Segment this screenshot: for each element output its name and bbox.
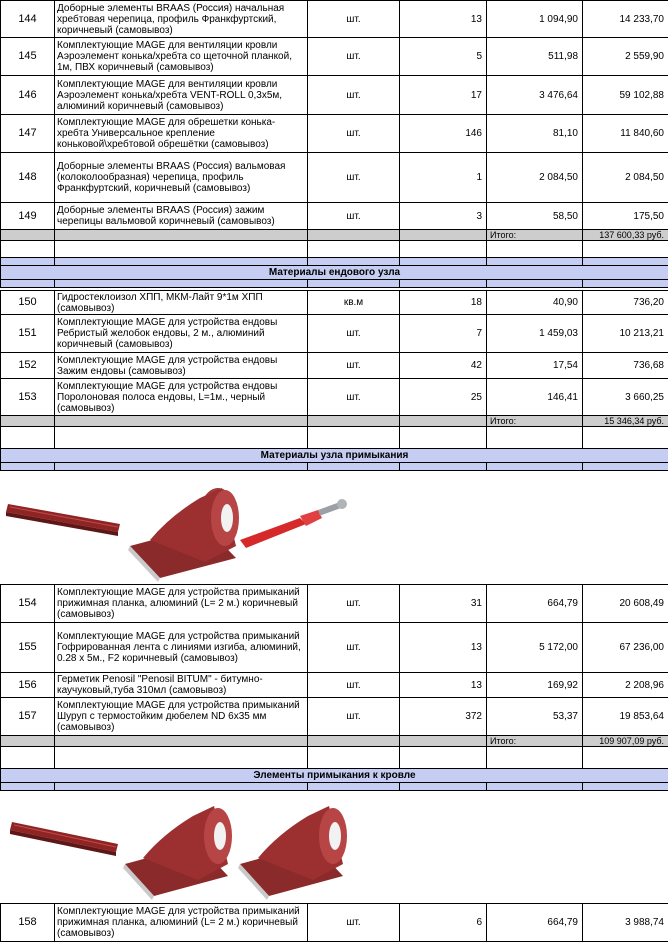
blank-row — [1, 241, 668, 258]
total-label: Итого: — [487, 416, 583, 427]
row-number: 158 — [1, 904, 55, 942]
corrugated-tape-roll-image — [238, 806, 347, 900]
item-name: Комплектующие MAGE для устройства ендовы Ребристый желобок ендовы, 2 м., алюминий коричневый (самовывоз) — [55, 315, 308, 353]
item-unit: шт. — [308, 379, 400, 416]
table-row — [1, 153, 668, 203]
item-price: 169,92 — [487, 673, 583, 698]
section-title: Материалы узла примыкания — [1, 449, 668, 463]
row-number: 144 — [1, 1, 55, 38]
item-sum: 3 660,25 — [583, 379, 668, 416]
item-qty: 7 — [400, 315, 487, 353]
corrugated-tape-roll-image — [128, 488, 239, 582]
item-qty: 3 — [400, 203, 487, 230]
item-name: Комплектующие MAGE для устройства ендовы Зажим ендовы (самовывоз) — [55, 353, 308, 379]
item-name: Комплектующие MAGE для вентиляции кровли Аэроэлемент конька/хребта со щеточной планкой, 1м, ПВХ коричневый (самовывоз) — [55, 38, 308, 76]
section-header — [1, 449, 668, 463]
row-number: 145 — [1, 38, 55, 76]
total-row — [1, 416, 668, 427]
item-name: Комплектующие MAGE для устройства примыканий Шуруп с термостойким дюбелем ND 6х35 мм (самовывоз) — [55, 698, 308, 736]
item-price: 511,98 — [487, 38, 583, 76]
section-header — [1, 769, 668, 783]
row-number: 150 — [1, 291, 55, 315]
item-name: Комплектующие MAGE для вентиляции кровли Аэроэлемент конька/хребта VENT-ROLL 0,3х5м, алюминий коричневый (самовывоз) — [55, 76, 308, 115]
item-unit: шт. — [308, 203, 400, 230]
row-number: 148 — [1, 153, 55, 203]
item-price: 146,41 — [487, 379, 583, 416]
pressure-strip-image — [6, 504, 120, 536]
item-unit: шт. — [308, 673, 400, 698]
row-number: 153 — [1, 379, 55, 416]
item-qty: 13 — [400, 1, 487, 38]
item-price: 664,79 — [487, 904, 583, 942]
row-number: 155 — [1, 623, 55, 673]
table-row — [1, 379, 668, 416]
item-sum: 20 608,49 — [583, 585, 668, 623]
item-sum: 2 559,90 — [583, 38, 668, 76]
item-name: Комплектующие MAGE для устройства примыканий Гофрированная лента с линиями изгиба, алюминий, 0.28 х 5м., F2 коричневый (самовывоз) — [55, 623, 308, 673]
section-title: Элементы примыкания к кровле — [1, 769, 668, 783]
item-qty: 1 — [400, 153, 487, 203]
product-images-adjoining — [0, 476, 668, 584]
estimate-table-block1 — [0, 0, 668, 288]
item-sum: 2 208,96 — [583, 673, 668, 698]
item-name: Герметик Penosil "Penosil BITUM" - битумно-каучуковый,туба 310мл (самовывоз) — [55, 673, 308, 698]
item-unit: шт. — [308, 904, 400, 942]
table-row — [1, 1, 668, 38]
table-row — [1, 76, 668, 115]
row-number: 152 — [1, 353, 55, 379]
table-row — [1, 904, 668, 942]
item-price: 3 476,64 — [487, 76, 583, 115]
item-price: 58,50 — [487, 203, 583, 230]
item-name: Комплектующие MAGE для обрешетки конька-хребта Универсальное крепление коньковой\хребтовой обрешётки (самовывоз) — [55, 115, 308, 153]
item-sum: 2 084,50 — [583, 153, 668, 203]
item-name: Комплектующие MAGE для устройства примыканий прижимная планка, алюминий (L= 2 м.) коричневый (самовывоз) — [55, 904, 308, 942]
blank-row — [1, 783, 668, 791]
row-number: 154 — [1, 585, 55, 623]
item-price: 40,90 — [487, 291, 583, 315]
total-value: 15 346,34 руб. — [583, 416, 668, 427]
row-number: 156 — [1, 673, 55, 698]
table-row — [1, 291, 668, 315]
estimate-table-block3 — [0, 584, 668, 791]
item-qty: 13 — [400, 623, 487, 673]
screw-dowel-image — [240, 499, 347, 548]
item-price: 664,79 — [487, 585, 583, 623]
item-name: Доборные элементы BRAAS (Россия) зажим черепицы вальмовой коричневый (самовывоз) — [55, 203, 308, 230]
row-number: 146 — [1, 76, 55, 115]
table-row — [1, 115, 668, 153]
item-sum: 59 102,88 — [583, 76, 668, 115]
pressure-strip-image — [10, 822, 118, 856]
blank-row — [1, 463, 668, 471]
item-qty: 25 — [400, 379, 487, 416]
item-unit: шт. — [308, 315, 400, 353]
item-qty: 146 — [400, 115, 487, 153]
estimate-table-block4 — [0, 903, 668, 942]
item-name: Гидростеклоизол ХПП, МКМ-Лайт 9*1м ХПП (самовывоз) — [55, 291, 308, 315]
total-row — [1, 736, 668, 747]
table-row — [1, 585, 668, 623]
section-header — [1, 266, 668, 280]
blank-row — [1, 280, 668, 288]
item-price: 1 459,03 — [487, 315, 583, 353]
item-unit: шт. — [308, 38, 400, 76]
table-row — [1, 353, 668, 379]
table-row — [1, 698, 668, 736]
item-sum: 14 233,70 — [583, 1, 668, 38]
total-value: 109 907,09 руб. — [583, 736, 668, 747]
item-price: 5 172,00 — [487, 623, 583, 673]
item-qty: 42 — [400, 353, 487, 379]
estimate-table-block2 — [0, 290, 668, 471]
item-sum: 19 853,64 — [583, 698, 668, 736]
item-unit: шт. — [308, 353, 400, 379]
item-price: 53,37 — [487, 698, 583, 736]
table-row — [1, 623, 668, 673]
item-sum: 10 213,21 — [583, 315, 668, 353]
item-qty: 18 — [400, 291, 487, 315]
item-qty: 13 — [400, 673, 487, 698]
item-sum: 67 236,00 — [583, 623, 668, 673]
item-unit: шт. — [308, 1, 400, 38]
row-number: 157 — [1, 698, 55, 736]
item-name: Комплектующие MAGE для устройства примыканий прижимная планка, алюминий (L= 2 м.) коричневый (самовывоз) — [55, 585, 308, 623]
product-images-roof-adjoining — [0, 798, 668, 903]
item-unit: шт. — [308, 585, 400, 623]
item-qty: 372 — [400, 698, 487, 736]
item-name: Доборные элементы BRAAS (Россия) начальная хребтовая черепица, профиль Франкфуртский, коричневый (самовывоз) — [55, 1, 308, 38]
total-label: Итого: — [487, 736, 583, 747]
item-sum: 11 840,60 — [583, 115, 668, 153]
item-price: 2 084,50 — [487, 153, 583, 203]
section-title: Материалы ендового узла — [1, 266, 668, 280]
item-sum: 736,68 — [583, 353, 668, 379]
blank-row — [1, 747, 668, 769]
table-row — [1, 203, 668, 230]
item-unit: шт. — [308, 698, 400, 736]
item-unit: шт. — [308, 76, 400, 115]
item-price: 81,10 — [487, 115, 583, 153]
item-sum: 3 988,74 — [583, 904, 668, 942]
item-qty: 5 — [400, 38, 487, 76]
item-unit: шт. — [308, 623, 400, 673]
row-number: 147 — [1, 115, 55, 153]
blank-row — [1, 258, 668, 266]
item-sum: 175,50 — [583, 203, 668, 230]
item-qty: 31 — [400, 585, 487, 623]
item-qty: 6 — [400, 904, 487, 942]
table-row — [1, 315, 668, 353]
blank-row — [1, 427, 668, 449]
table-row — [1, 673, 668, 698]
item-unit: кв.м — [308, 291, 400, 315]
item-name: Доборные элементы BRAAS (Россия) вальмовая (колоколообразная) черепица, профиль Франкфуртский, коричневый (самовывоз) — [55, 153, 308, 203]
total-row — [1, 230, 668, 241]
item-unit: шт. — [308, 153, 400, 203]
total-value: 137 600,33 руб. — [583, 230, 668, 241]
total-label: Итого: — [487, 230, 583, 241]
item-sum: 736,20 — [583, 291, 668, 315]
item-unit: шт. — [308, 115, 400, 153]
item-qty: 17 — [400, 76, 487, 115]
corrugated-tape-roll-image — [123, 806, 232, 900]
row-number: 151 — [1, 315, 55, 353]
item-name: Комплектующие MAGE для устройства ендовы Поролоновая полоса ендовы, L=1м., черный (самовывоз) — [55, 379, 308, 416]
item-price: 17,54 — [487, 353, 583, 379]
row-number: 149 — [1, 203, 55, 230]
item-price: 1 094,90 — [487, 1, 583, 38]
table-row — [1, 38, 668, 76]
